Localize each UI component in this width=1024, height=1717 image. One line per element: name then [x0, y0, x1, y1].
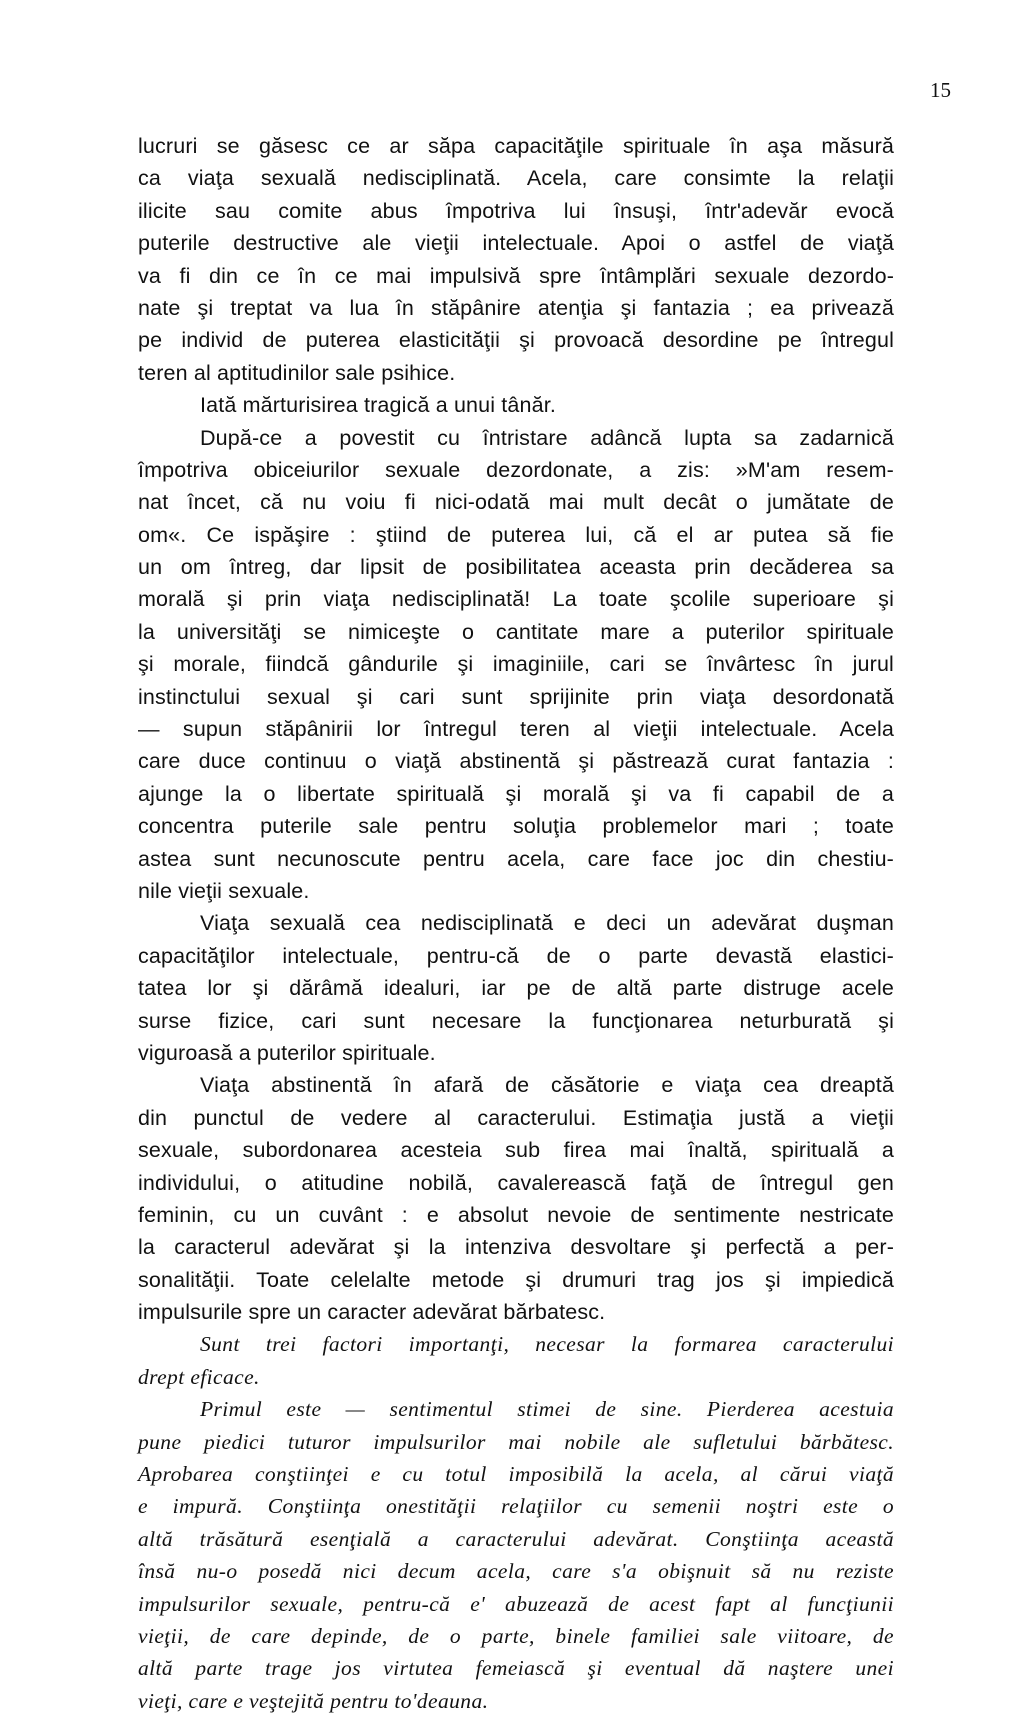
text-line: ajunge la o libertate spirituală şi morală şi va fi capabil de a — [138, 781, 894, 806]
text-line: ilicite sau comite abus împotriva lui însuşi, într'adevăr evocă — [138, 198, 894, 223]
text-line: împotriva obiceiurilor sexuale dezordonate, a zis: »M'am resem- — [138, 457, 894, 482]
text-line: Sunt trei factori importanţi, necesar la formarea caracterului — [200, 1332, 894, 1357]
text-line: sexuale, subordonarea acesteia sub firea mai înaltă, spirituală a — [138, 1138, 894, 1163]
text-line: un om întreg, dar lipsit de posibilitatea aceasta prin decăderea sa — [138, 555, 894, 580]
text-line: feminin, cu un cuvânt : e absolut nevoie de sentimente nestricate — [138, 1202, 894, 1227]
text-line: viguroasă a puterilor spirituale. — [138, 1040, 436, 1065]
text-line: altă trăsătură esenţială a caracterului adevărat. Conştiinţa această — [138, 1526, 894, 1551]
text-line: surse fizice, cari sunt necesare la funcţionarea neturburată şi — [138, 1008, 894, 1033]
text-line: însă nu-o posedă nici decum acela, care s'a obişnuit să nu reziste — [138, 1559, 894, 1584]
text-line: Primul este — sentimentul stimei de sine. Pierderea acestuia — [200, 1397, 894, 1422]
text-line: ca viaţa sexuală nedisciplinată. Acela, care consimte la relaţii — [138, 166, 894, 191]
text-line: instinctului sexual şi cari sunt sprijinite prin viaţa desordonată — [138, 684, 894, 709]
text-line: Viaţa sexuală cea nedisciplinată e deci un adevărat duşman — [200, 911, 894, 936]
text-line: altă parte trage jos virtutea femeiască şi eventual dă naştere unei — [138, 1656, 894, 1681]
text-line: drept eficace. — [138, 1364, 260, 1389]
text-line: impulsurile spre un caracter adevărat bărbatesc. — [138, 1300, 606, 1325]
text-line: nile vieţii sexuale. — [138, 878, 310, 903]
text-line: la caracterul adevărat şi la intenziva desvoltare şi perfectă a per- — [138, 1235, 894, 1260]
text-line: nate şi treptat va lua în stăpânire atenţia şi fantazia ; ea privează — [138, 295, 894, 320]
text-line: vieţi, care e veştejită pentru to'deauna. — [138, 1688, 489, 1713]
text-line: teren al aptitudinilor sale psihice. — [138, 360, 456, 385]
text-line: om«. Ce ispăşire : ştiind de puterea lui, că el ar putea să fie — [138, 522, 894, 547]
page-number: 15 — [930, 78, 951, 102]
text-line: capacităţilor intelectuale, pentru-că de o parte devastă elastici- — [138, 943, 894, 968]
text-line: e impură. Conştiinţa onestităţii relaţiilor cu semenii noştri este o — [138, 1494, 894, 1519]
text-line: pe individ de puterea elasticităţii şi provoacă desordine pe întregul — [138, 328, 894, 353]
text-line: morală şi prin viaţa nedisciplinată! La toate şcolile superioare şi — [138, 587, 894, 612]
text-line: tatea lor şi dărâmă idealuri, iar pe de altă parte distruge acele — [138, 976, 894, 1001]
text-line: concentra puterile sale pentru soluţia problemelor mari ; toate — [138, 814, 894, 839]
text-line: la universităţi se nimiceşte o cantitate mare a puterilor spirituale — [138, 619, 894, 644]
text-line: Iată mărturisirea tragică a unui tânăr. — [200, 393, 557, 418]
text-line: individului, o atitudine nobilă, cavalerească faţă de întregul gen — [138, 1170, 894, 1195]
text-line: sonalităţii. Toate celelalte metode şi drumuri trag jos şi impiedică — [138, 1267, 894, 1292]
text-line: din punctul de vedere al caracterului. Estimaţia justă a vieţii — [138, 1105, 894, 1130]
text-line: nat încet, că nu voiu fi nici-odată mai mult decât o jumătate de — [138, 490, 894, 515]
text-line: Viaţa abstinentă în afară de căsătorie e viaţa cea dreaptă — [200, 1073, 894, 1098]
text-line: — supun stăpânirii lor întregul teren al vieţii intelectuale. Acela — [138, 717, 894, 742]
body-text — [138, 130, 894, 1717]
text-line: pune piedici tuturor impulsurilor mai nobile ale sufletului bărbătesc. — [138, 1429, 894, 1454]
text-line: lucruri se găsesc ce ar săpa capacităţile spirituale în aşa măsură — [138, 134, 894, 158]
text-line: După-ce a povestit cu întristare adâncă lupta sa zadarnică — [200, 425, 894, 450]
text-line: care duce continuu o viaţă abstinentă şi păstrează curat fantazia : — [138, 749, 894, 774]
text-line: vieţii, de care depinde, de o parte, binele familiei sale viitoare, de — [138, 1623, 894, 1648]
text-line: va fi din ce în ce mai impulsivă spre întâmplări sexuale dezordo- — [138, 263, 894, 288]
text-line: Aprobarea conştiinţei e cu totul imposibilă la acela, al cărui viaţă — [138, 1462, 894, 1487]
text-line: puterile destructive ale vieţii intelectuale. Apoi o astfel de viaţă — [138, 231, 894, 256]
text-line: impulsurilor sexuale, pentru-că e' abuzează de acest fapt al funcţiunii — [138, 1591, 894, 1616]
text-line: astea sunt necunoscute pentru acela, care face joc din chestiu- — [138, 846, 894, 871]
text-line: şi morale, fiindcă gândurile şi imaginiile, cari se învârtesc în jurul — [138, 652, 894, 677]
